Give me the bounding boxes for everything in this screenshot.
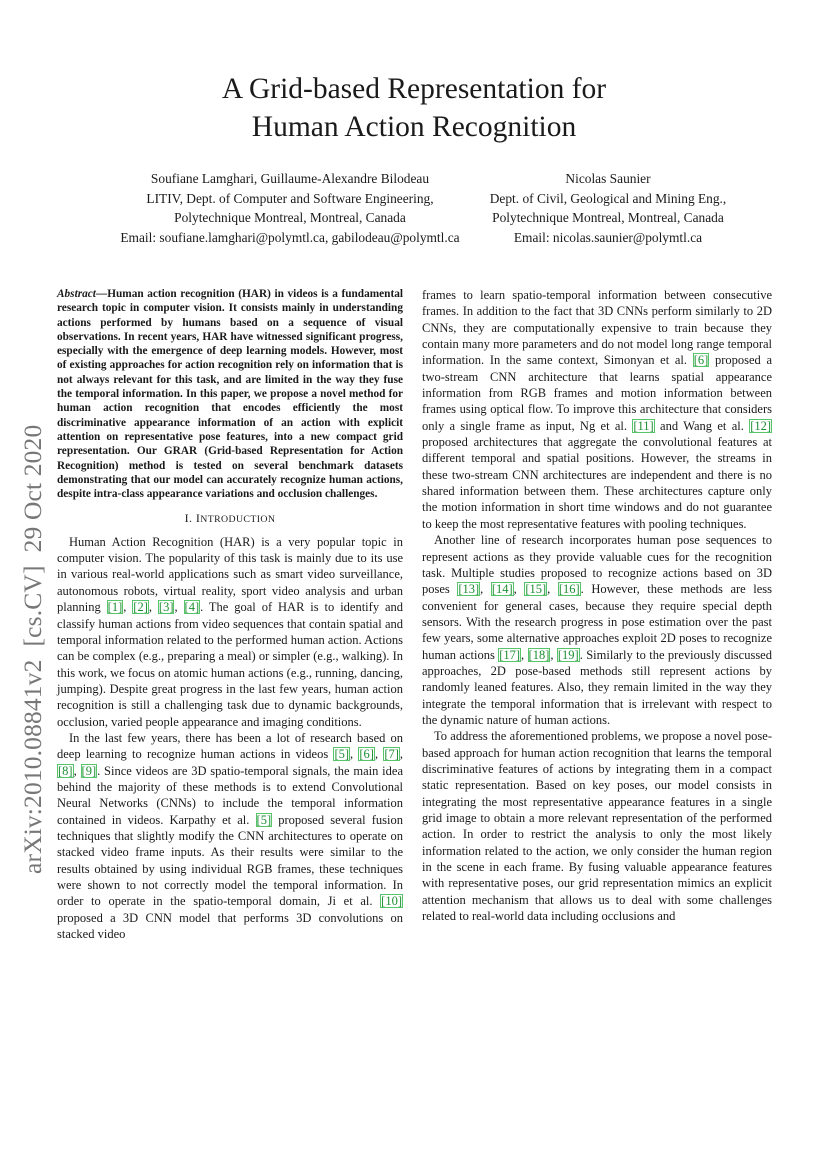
arxiv-identifier-stamp [18, 425, 48, 874]
citation-link[interactable]: [14] [491, 582, 513, 597]
citation-link[interactable]: [16] [558, 582, 580, 597]
citation-separator: , [480, 582, 491, 597]
author-location: Polytechnique Montreal, Montreal, Canada [492, 210, 724, 225]
left-column [57, 287, 403, 942]
citation-link[interactable]: [12] [750, 418, 772, 433]
right-paragraph-2 [422, 532, 772, 728]
intro-paragraph-1 [57, 534, 403, 730]
paragraph-text: . The goal of HAR is to identify and classify human actions from video sequences that contain spatial and temporal information related to the performed human action. Actions can be complex (e.g., preparing a meal) or simpler (e.g., walking). In this work, we focus on atomic human actions (e.g., running, dancing, jumping). Despite great progress in the last few years, human action recognition is still a challenging task due to dynamic backgrounds, occlusion, varied people appearance and imaging conditions. [57, 600, 404, 729]
paragraph-text: proposed architectures that aggregate the convolutional features at different temporal and spatial positions. However, the streams in these two-stream CNN architectures are independent and there is no shared information between them. These architectures capture only the motion information in short time windows and do not guarantee to keep the most representative features with pooling techniques. [422, 435, 772, 531]
citation-link[interactable]: [1] [107, 600, 123, 615]
title-line-1: A Grid-based Representation for [221, 73, 607, 105]
citation-link[interactable]: [10] [381, 894, 402, 909]
author-email: Email: soufiane.lamghari@polymtl.ca, gabilodeau@polymtl.ca [120, 229, 460, 245]
paragraph-text: proposed several fusion techniques that slightly modify the CNN architectures to operate on stacked video frame inputs. As their results were similar to the results obtained by using individual RGB frames, these techniques were shown to not correctly model the temporal information. In order to operate in the spatio-temporal domain, Ji et al. [57, 812, 403, 909]
citation-link[interactable]: [6] [693, 353, 709, 368]
citation-link[interactable]: [4] [184, 600, 200, 615]
paper-title [0, 70, 828, 146]
citation-separator: , [174, 600, 184, 615]
right-paragraph-1 [422, 287, 772, 532]
author-names: Soufiane Lamghari, Guillaume-Alexandre Bilodeau [150, 171, 430, 186]
citation-link[interactable]: [2] [133, 600, 148, 615]
paragraph-text: Human Action Recognition (HAR) is a very popular topic in computer vision. The popularity of this task is mainly due to its use in various real-world applications such as smart video surveillance, autonomous robots, virtual reality, sport video analysis and urban planning [57, 534, 403, 615]
paragraph-text: . Similarly to the previously discussed approaches, 2D pose-based methods still represent actions by randomly leaned features. Also, they remain limited in the way they integrate the temporal information that is irrelevant with respect to the dynamic nature of human actions. [422, 647, 772, 727]
citation-link[interactable]: [8] [58, 763, 73, 778]
section-title-first-letter: I [195, 511, 201, 526]
section-heading-introduction [57, 510, 403, 528]
paragraph-text: In the last few years, there has been a lot of research based on deep learning to recognize human actions in videos [57, 730, 403, 762]
title-line-2: Human Action Recognition [251, 111, 577, 143]
paragraph-text: Another line of research incorporates human pose sequences to represent actions as they provide valuable cues for the recognition task. Multiple studies proposed to recognize actions based on 3D poses [422, 533, 772, 597]
author-block-left [80, 169, 500, 247]
right-column [422, 287, 772, 924]
author-names: Nicolas Saunier [565, 171, 651, 186]
citation-link[interactable]: [3] [158, 600, 174, 615]
citation-link[interactable]: [7] [384, 747, 399, 762]
abstract-label: Abstract [57, 288, 96, 300]
citation-separator: , [547, 582, 558, 597]
citation-link[interactable]: [6] [359, 747, 374, 762]
citation-link[interactable]: [9] [81, 763, 97, 778]
paragraph-text: and Wang et al. [654, 418, 750, 433]
citation-separator: , [513, 582, 525, 597]
author-block-right [458, 169, 758, 247]
abstract-text: —Human action recognition (HAR) in videos is a fundamental research topic in computer vision. It consists mainly in understanding actions performed by humans based on a sequence of visual observations. In recent years, HAR have witnessed significant progress, especially with the emergence of deep learning models. However, most of existing approaches for action recognition rely on information that is not always relevant for this task, and are limited in the way they fuse the temporal information. In this paper, we propose a novel method for human action recognition that encodes efficiently the most discriminative appearance information of an action with explicit attention on representative pose features, into a new compact grid representation. Our GRAR (Grid-based Representation for Action Recognition) method is tested on several benchmark datasets demonstrating that our model can accurately recognize human actions, despite intra-class appearance variations and occlusion challenges. [57, 288, 403, 501]
citation-separator: , [374, 747, 384, 762]
arxiv-stamp-text: arXiv:2010.08841v2 [cs.CV] 29 Oct 2020 [18, 424, 47, 874]
right-paragraph-3: To address the aforementioned problems, we propose a novel pose-based approach for human action recognition that learns the temporal discriminative features of actions by integrating them in a compact static representation. Based on key poses, our model consists in integrating the most representative appearance features in a single grid image to obtain a more relevant representation of the performed action. In order to restrict the analysis to only the most likely information related to the action, we only consider the human region in the scene in each frame. By fusing valuable appearance features with representative poses, our grid representation mimics an explicit attention mechanism that allows us to deal with some challenges related to real-world data including occlusions and [422, 729, 772, 924]
citation-separator: , [73, 763, 81, 778]
citation-link[interactable]: [18] [528, 647, 550, 662]
citation-link[interactable]: [13] [458, 582, 480, 597]
section-title-rest: NTRODUCTION [200, 514, 276, 526]
citation-link[interactable]: [15] [525, 582, 547, 597]
author-affiliation: LITIV, Dept. of Computer and Software Engineering, [146, 190, 434, 206]
citation-link[interactable]: [11] [633, 418, 654, 433]
intro-paragraph-2 [57, 730, 403, 942]
citation-link[interactable]: [19] [557, 647, 579, 662]
citation-link[interactable]: [5] [334, 747, 350, 762]
citation-separator: , [550, 647, 557, 662]
author-affiliation: Dept. of Civil, Geological and Mining Eng., [489, 190, 727, 206]
paragraph-text: . Since videos are 3D spatio-temporal signals, the main idea behind the majority of these methods is to extend Convolutional Neural Networks (CNNs) to include the temporal information contained in videos. Karpathy et al. [57, 763, 403, 827]
abstract [57, 287, 403, 501]
citation-separator: , [521, 647, 528, 662]
citation-separator: , [350, 747, 359, 762]
citation-link[interactable]: [5] [256, 812, 272, 827]
paragraph-text: proposed a 3D CNN model that performs 3D convolutions on stacked video [57, 910, 403, 942]
author-email: Email: nicolas.saunier@polymtl.ca [513, 229, 703, 245]
paragraph-text: proposed a two-stream CNN architecture that learns spatial appearance information from RGB frames and motion information between frames using optical flow. To improve this architecture that considers only a single frame as input, Ng et al. [422, 353, 772, 433]
citation-separator: , [123, 600, 133, 615]
section-number: I. [184, 511, 196, 526]
citation-separator: , [399, 747, 404, 762]
citation-separator: , [148, 600, 158, 615]
paragraph-text: . However, these methods are less convenient for general cases, because they require special depth sensors. With the research progress in pose estimation over the past few years, some alternative approaches exploit 2D poses to recognize human actions [422, 582, 772, 662]
author-location: Polytechnique Montreal, Montreal, Canada [174, 210, 406, 225]
paragraph-text: frames to learn spatio-temporal information between consecutive frames. In addition to the fact that 3D CNNs perform similarly to 2D CNNs, they are computationally expensive to train because they contain many more parameters and do not model long range temporal information. In the same context, Simonyan et al. [422, 288, 772, 368]
citation-link[interactable]: [17] [499, 647, 521, 662]
